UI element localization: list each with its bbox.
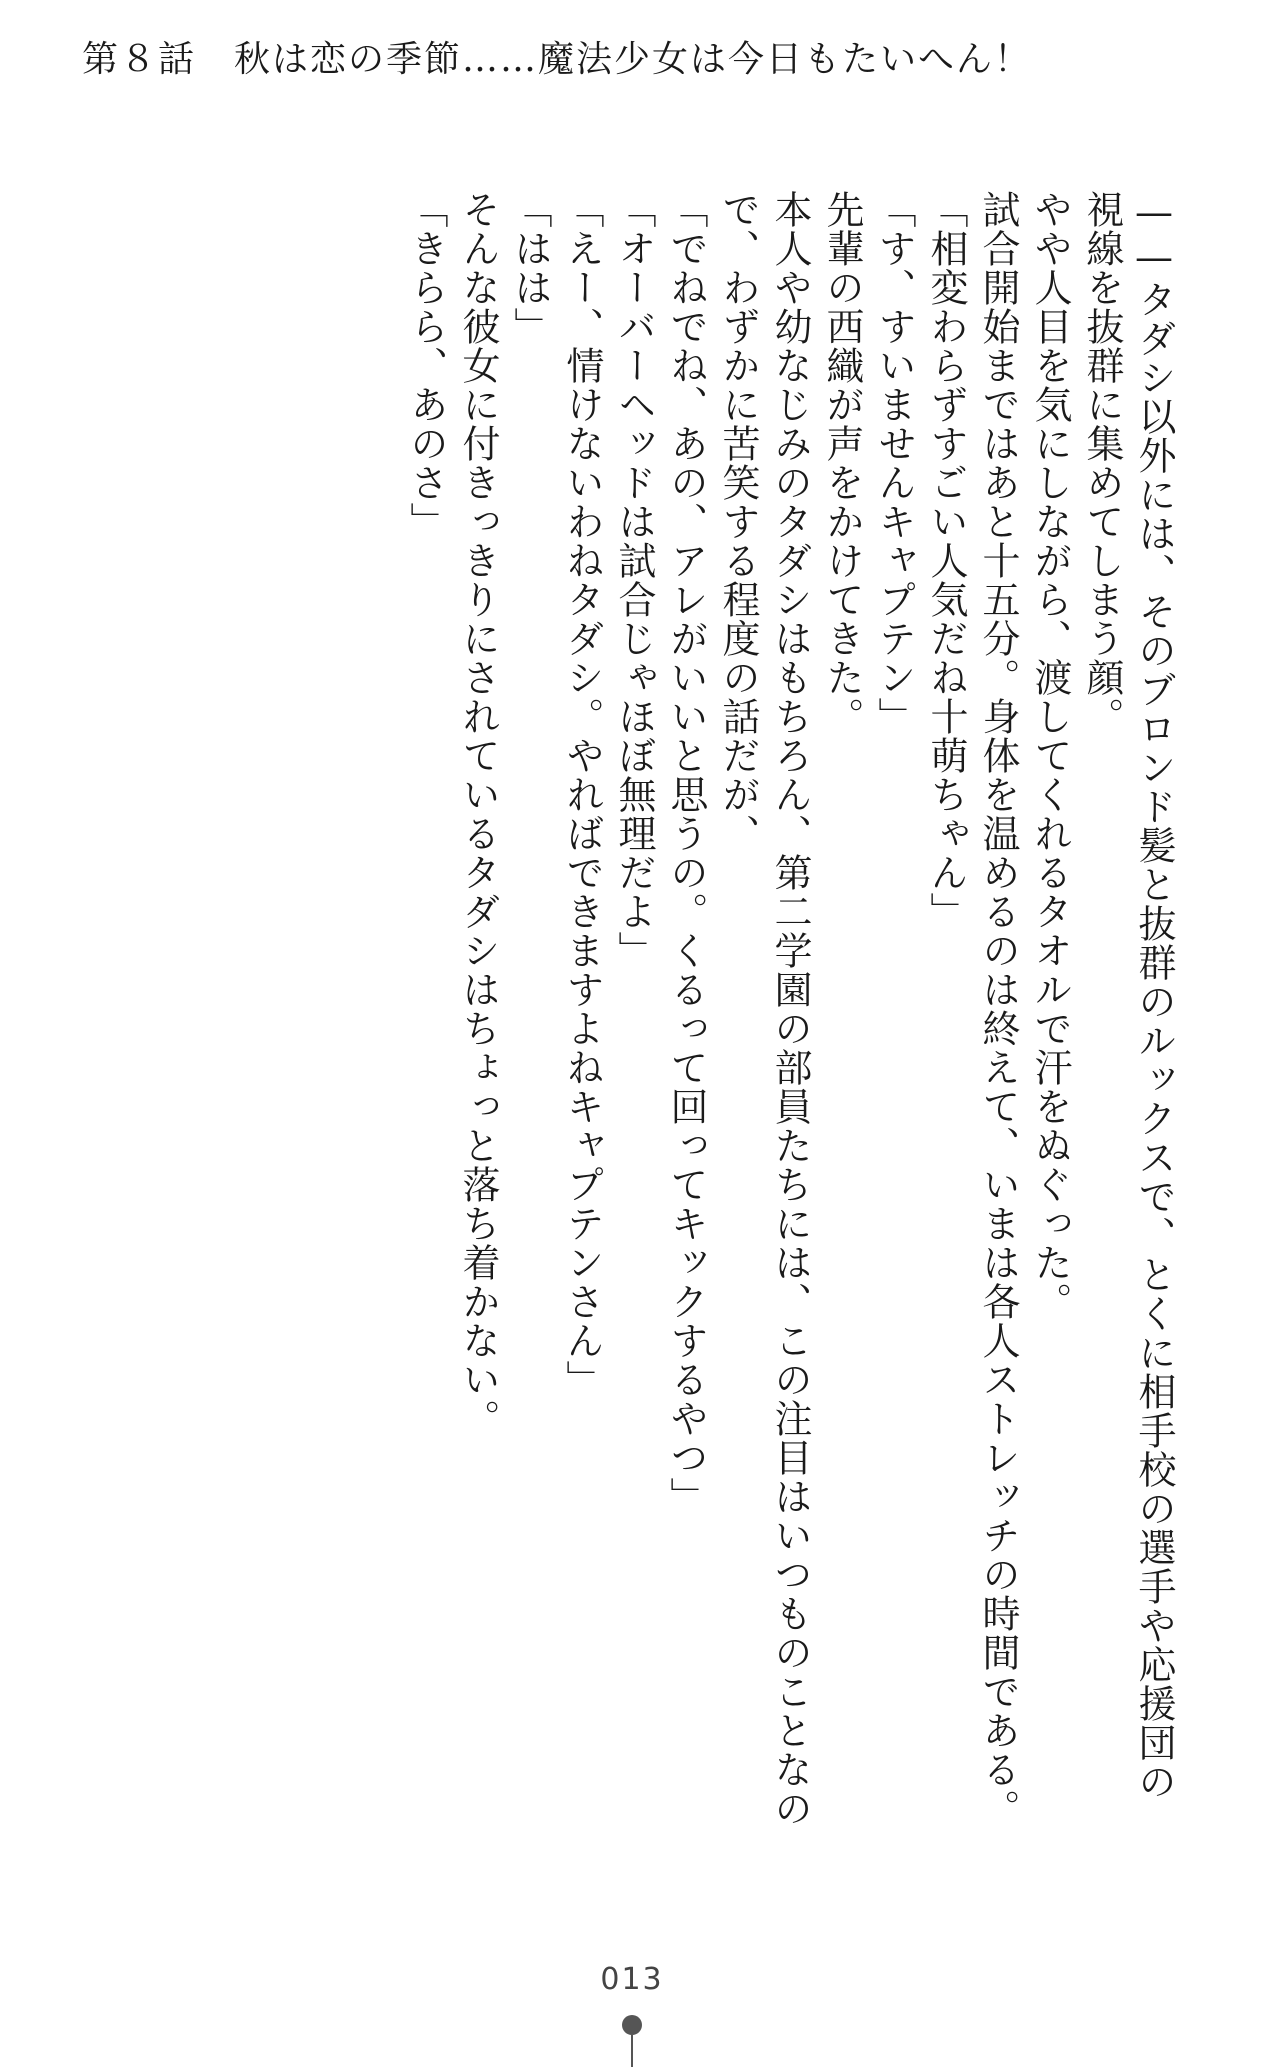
paragraph: 「きらら、あのさ」 [404,190,448,541]
paragraph: 「す、すいませんキャプテン」 [872,190,916,736]
paragraph: 先輩の西織が声をかけてきた。 [820,190,864,736]
paragraph: 「でねでね、あの、アレがいいと思うの。くるって回ってキックするやつ」 [664,190,708,1516]
paragraph: 「はは」 [508,190,552,346]
paragraph: ——タダシ以外には、そのブロンド髪と抜群のルックスで、とくに相手校の選手や応援団の視線を抜群に集めてしまう顔。 [1080,190,1176,1801]
body-text [60,190,1180,1830]
paragraph: やや人目を気にしながら、渡してくれるタオルで汗をぬぐった。 [1028,190,1072,1321]
folio-line-ornament [631,2035,633,2067]
folio-dot-ornament [622,2015,642,2035]
paragraph: 「えー、情けないわねタダシ。やればできますよねキャプテンさん」 [560,190,604,1399]
page-footer [0,1962,1264,2067]
page-number: 013 [600,1962,664,1997]
paragraph: 「オーバーヘッドは試合じゃほぼ無理だよ」 [612,190,656,970]
paragraph: 本人や幼なじみのタダシはもちろん、第二学園の部員たちには、この注目はいつものことなので、わずかに苦笑する程度の話だが、 [716,190,812,1828]
running-head: 第８話 秋は恋の季節……魔法少女は今日もたいへん！ [82,39,1033,80]
paragraph: 試合開始まではあと十五分。身体を温めるのは終えて、いまは各人ストレッチの時間である。 [976,190,1020,1828]
paragraph: そんな彼女に付きっきりにされているタダシはちょっと落ち着かない。 [456,190,500,1438]
paragraph: 「相変わらずすごい人気だね十萌ちゃん」 [924,190,968,931]
